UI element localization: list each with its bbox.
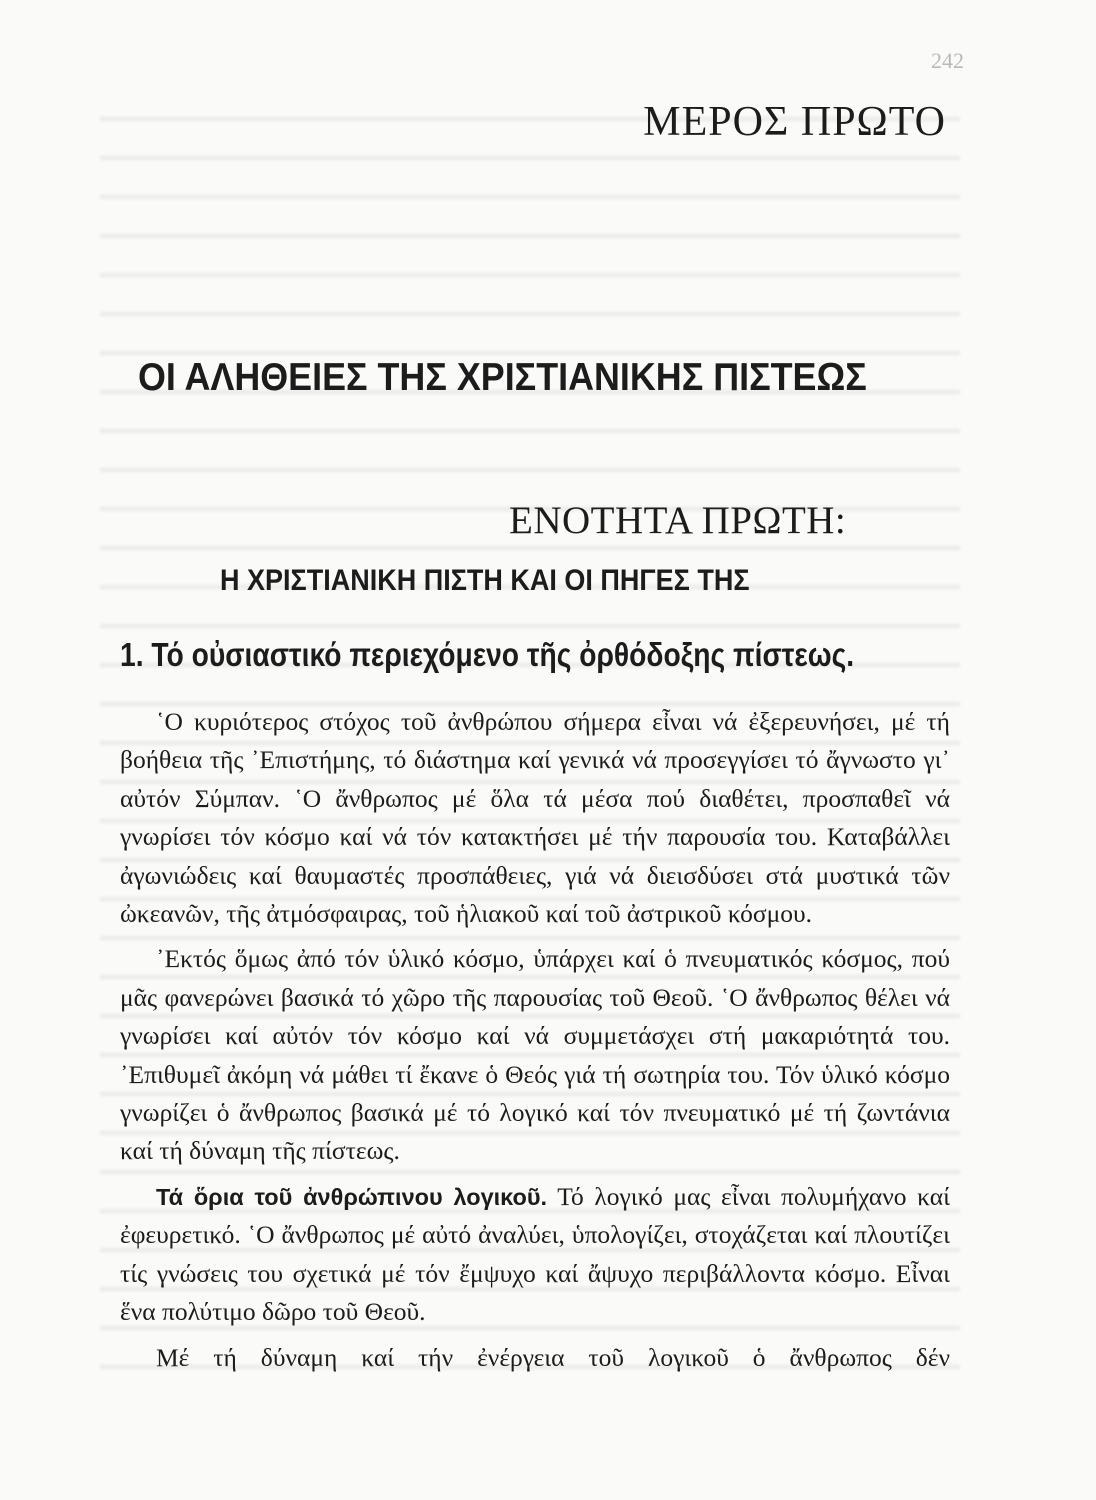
paragraph-3 [120, 1178, 950, 1332]
part-title: ΜΕΡΟΣ ΠΡΩΤΟ [643, 99, 946, 145]
limits-text: Τό λογικό μας εἶναι πολυμήχανο καί ἐφευρετικό. ῾Ο ἄνθρωπος μέ αὐτό ἀναλύει, ὑπολογίζει, στοχάζεται καί πλουτίζει τίς γνώσεις του σχετικά μέ τόν ἔμψυχο καί ἄψυχο περιβάλλοντα κόσμο. Εἶναι ἕνα πολύτιμο δῶρο τοῦ Θεοῦ. [120, 1181, 951, 1327]
paragraph-1: ῾Ο κυριότερος στόχος τοῦ ἀνθρώπου σήμερα εἶναι νά ἐξερευνήσει, μέ τή βοήθεια τῆς ᾿Επιστήμης, τό διάστημα καί γενικά νά προσεγγίσει τό ἄγνωστο γι᾿ αὐτόν Σύμπαν. ῾Ο ἄνθρωπος μέ ὅλα τά μέσα πού διαθέτει, προσπαθεῖ νά γνωρίσει τόν κόσμο καί νά τόν κατακτήσει μέ τήν παρουσία του. Καταβάλλει ἀγωνιώδεις καί θαυμαστές προσπάθειες, γιά νά διεισδύσει στά μυστικά τῶν ὠκεανῶν, τῆς ἀτμόσφαιρας, τοῦ ἡλιακοῦ καί τοῦ ἀστρικοῦ κόσμου. [120, 707, 950, 929]
unit-subtitle: Η ΧΡΙΣΤΙΑΝΙΚΗ ΠΙΣΤΗ ΚΑΙ ΟΙ ΠΗΓΕΣ ΤΗΣ [220, 564, 750, 597]
main-title: ΟΙ ΑΛΗΘΕΙΕΣ ΤΗΣ ΧΡΙΣΤΙΑΝΙΚΗΣ ΠΙΣΤΕΩΣ [138, 356, 867, 399]
section-title: 1. Τό οὐσιαστικό περιεχόμενο τῆς ὀρθόδοξης πίστεως. [120, 636, 855, 673]
paragraph-2: ᾿Εκτός ὅμως ἀπό τόν ὑλικό κόσμο, ὑπάρχει καί ὁ πνευματικός κόσμος, πού μᾶς φανερώνει βασικά τό χῶρο τῆς παρουσίας τοῦ Θεοῦ. ῾Ο ἄνθρωπος θέλει νά γνωρίσει καί αὐτόν τόν κόσμο καί νά συμμετάσχει στή μακαριότητά του. ᾿Επιθυμεῖ ἀκόμη νά μάθει τί ἔκανε ὁ Θεός γιά τή σωτηρία του. Τόν ὑλικό κόσμο γνωρίζει ὁ ἄνθρωπος βασικά μέ τό λογικό καί τόν πνευματικό μέ τή ζωντάνια καί τή δύναμη τῆς πίστεως. [120, 944, 950, 1166]
page-number: 242 [931, 48, 964, 73]
body-text [120, 703, 950, 1384]
unit-title: ΕΝΟΤΗΤΑ ΠΡΩΤΗ: [509, 499, 847, 542]
show-through-mark [140, 1418, 180, 1438]
paragraph-4: Μέ τή δύναμη καί τήν ἐνέργεια τοῦ λογικοῦ ὁ ἄνθρωπος δέν [156, 1342, 950, 1372]
limits-heading: Τά ὅρια τοῦ ἀνθρώπινου λογικοῦ. [156, 1183, 548, 1210]
